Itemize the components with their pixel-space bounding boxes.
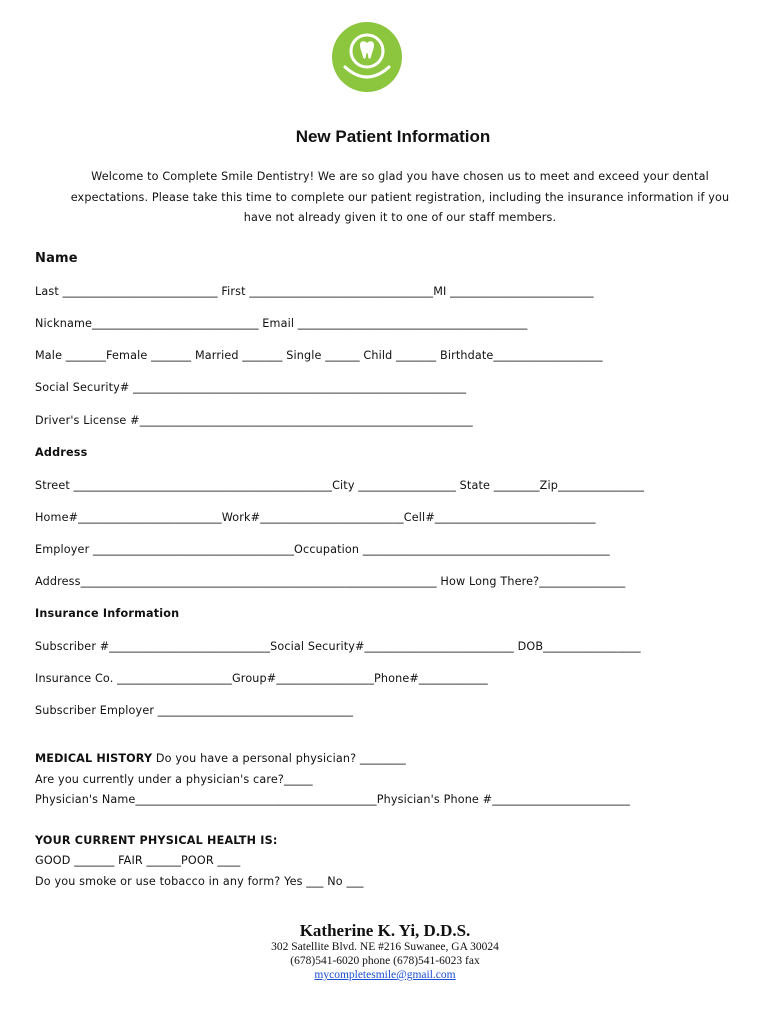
street-city-line[interactable]: Street _____________________________________________City _________________ State ________Zip_______________ — [35, 479, 645, 492]
name-fields-line[interactable]: Last ___________________________ First ________________________________MI _________________________ — [35, 285, 594, 298]
tooth-smile-logo-icon — [331, 21, 403, 93]
health-rating-line[interactable]: GOOD _______ FAIR ______POOR ____ — [35, 854, 241, 867]
office-address: 302 Satellite Blvd. NE #216 Suwanee, GA 30024 — [271, 941, 499, 953]
medical-history-line[interactable] — [35, 752, 406, 765]
subscriber-line[interactable]: Subscriber #____________________________Social Security#__________________________ DOB_________________ — [35, 640, 641, 653]
page-title: New Patient Information — [295, 127, 491, 146]
section-heading-address: Address — [35, 446, 88, 459]
social-security-line[interactable]: Social Security# __________________________________________________________ — [35, 381, 467, 394]
physician-name-line[interactable]: Physician's Name__________________________________________Physician's Phone #________________________ — [35, 793, 631, 806]
office-phones: (678)541-6020 phone (678)541-6023 fax — [290, 955, 480, 967]
intro-paragraph: Welcome to Complete Smile Dentistry! We are so glad you have chosen us to meet and exceed your dental expectations. Please take this time to complete our patient registration, including the insurance information if you have not already given it to one of our staff members. — [70, 170, 730, 224]
employer-occupation-line[interactable]: Employer ___________________________________Occupation ___________________________________________ — [35, 543, 610, 556]
physician-care-line[interactable]: Are you currently under a physician's care?_____ — [35, 773, 313, 786]
section-heading-name: Name — [35, 251, 78, 266]
medical-history-heading: MEDICAL HISTORY — [35, 752, 153, 765]
nickname-email-line[interactable]: Nickname_____________________________ Email ________________________________________ — [35, 317, 528, 330]
drivers-license-line[interactable]: Driver's License #__________________________________________________________ — [35, 414, 473, 427]
section-heading-insurance: Insurance Information — [35, 607, 180, 620]
office-email-link[interactable]: mycompletesmile@gmail.com — [314, 969, 456, 981]
status-birthdate-line[interactable]: Male _______Female _______ Married _______ Single ______ Child _______ Birthdate___________________ — [35, 349, 603, 362]
subscriber-employer-line[interactable]: Subscriber Employer __________________________________ — [35, 704, 354, 717]
personal-physician-question: Do you have a personal physician? ________ — [152, 752, 406, 765]
office-email-row — [0, 969, 770, 981]
employer-address-line[interactable]: Address______________________________________________________________ How Long There?_______________ — [35, 575, 626, 588]
tobacco-line[interactable]: Do you smoke or use tobacco in any form? Yes ___ No ___ — [35, 875, 364, 888]
section-heading-physical-health: YOUR CURRENT PHYSICAL HEALTH IS: — [35, 834, 278, 847]
phone-numbers-line[interactable]: Home#_________________________Work#_________________________Cell#____________________________ — [35, 511, 596, 524]
doctor-name: Katherine K. Yi, D.D.S. — [299, 921, 471, 940]
insurance-company-line[interactable]: Insurance Co. ____________________Group#_________________Phone#____________ — [35, 672, 488, 685]
